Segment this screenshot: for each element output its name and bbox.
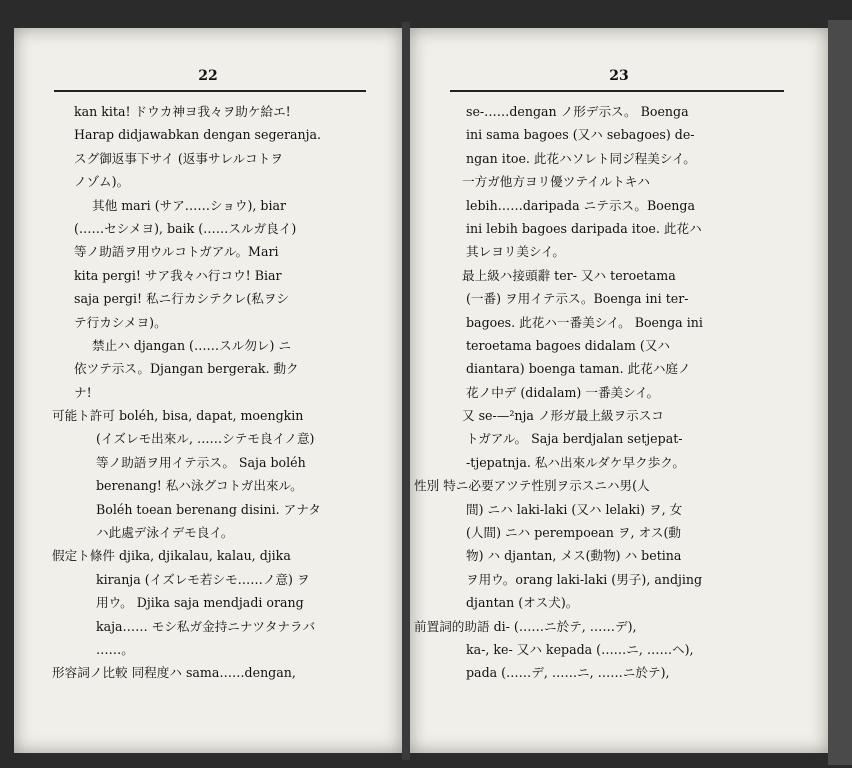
- text-line: -tjepatnja. 私ハ出來ルダケ早ク歩ク。: [466, 454, 685, 470]
- text-line: djantan (オス犬)。: [466, 595, 579, 611]
- left-page-number: 22: [198, 68, 218, 84]
- text-line: 其他 mari (サア……ショウ), biar: [92, 197, 287, 213]
- right-page-number: 23: [609, 68, 629, 84]
- text-line: 禁止ハ djangan (……スル勿レ) ニ: [92, 337, 292, 353]
- text-line: Boléh toean berenang disini. アナタ: [96, 501, 321, 517]
- right-page-text: [414, 100, 804, 685]
- text-line: se-……dengan ノ形デ示ス。 Boenga: [466, 104, 689, 119]
- text-line: ヲ用ウ。orang laki-laki (男子), andjing: [466, 571, 703, 587]
- text-line: ka-, ke- 又ハ kepada (……ニ, ……ヘ),: [466, 641, 694, 657]
- text-line: 性別 特ニ必要アツテ性別ヲ示スニハ男(人: [414, 478, 650, 494]
- text-line: kiranja (イズレモ若シモ……ノ意) ヲ: [96, 571, 310, 587]
- right-page: [410, 28, 828, 753]
- text-line: saja pergi! 私ニ行カシテクレ(私ヲシ: [74, 291, 290, 307]
- text-line: (一番) ヲ用イテ示ス。Boenga ini ter-: [466, 291, 689, 307]
- text-line: kaja…… モシ私ガ金持ニナツタナラバ: [96, 618, 316, 634]
- text-line: (……セシメヨ), baik (……スルガ良イ): [74, 220, 297, 236]
- text-line: 一方ガ他方ヨリ優ツテイルトキハ: [462, 174, 651, 190]
- text-line: スグ御返事下サイ (返事サレルコトヲ: [74, 150, 283, 166]
- text-line: 間) ニハ laki-laki (又ハ lelaki) ヲ, 女: [466, 501, 683, 517]
- text-line: ハ此處デ泳イデモ良イ。: [96, 525, 234, 541]
- text-line: ……。: [96, 641, 134, 657]
- text-line: 又 se-—²nja ノ形ガ最上級ヲ示スコ: [462, 408, 664, 424]
- text-line: 可能ト許可 boléh, bisa, dapat, moengkin: [52, 408, 304, 424]
- text-line: ナ!: [74, 384, 92, 400]
- text-line: 最上級ハ接頭辭 ter- 又ハ teroetama: [462, 267, 676, 283]
- text-line: ini sama bagoes (又ハ sebagoes) de-: [466, 127, 695, 143]
- text-line: Harap didjawabkan dengan segeranja.: [74, 127, 322, 143]
- text-line: テ行カシメヨ)。: [74, 314, 167, 330]
- left-page: [14, 28, 402, 753]
- text-line: bagoes. 此花ハ一番美シイ。 Boenga ini: [466, 314, 703, 330]
- right-header-rule: [450, 90, 784, 92]
- left-page-text: [52, 100, 374, 685]
- text-line: teroetama bagoes didalam (又ハ: [466, 337, 670, 353]
- left-header-rule: [54, 90, 366, 92]
- text-line: 其レヨリ美シイ。: [466, 244, 565, 260]
- text-line: kita pergi! サア我々ハ行コウ! Biar: [74, 267, 282, 283]
- text-line: 用ウ。 Djika saja mendjadi orang: [96, 595, 304, 611]
- text-line: berenang! 私ハ泳グコトガ出來ル。: [96, 478, 303, 494]
- text-line: 物) ハ djantan, メス(動物) ハ betina: [466, 548, 682, 564]
- text-line: (人間) ニハ perempoean ヲ, オス(動: [466, 525, 682, 541]
- text-line: 等ノ助語ヲ用イテ示ス。 Saja boléh: [96, 454, 306, 470]
- text-line: 假定ト條件 djika, djikalau, kalau, djika: [52, 548, 291, 564]
- book-gutter: [402, 22, 410, 760]
- text-line: 前置詞的助語 di- (……ニ於テ, ……デ),: [414, 618, 637, 634]
- text-line: ノゾム)。: [74, 174, 130, 190]
- text-line: lebih……daripada ニテ示ス。Boenga: [466, 197, 695, 213]
- text-line: ini lebih bagoes daripada itoe. 此花ハ: [466, 220, 702, 236]
- text-line: トガアル。 Saja berdjalan setjepat-: [466, 431, 683, 447]
- text-line: ngan itoe. 此花ハソレト同ジ程美シイ。: [466, 150, 696, 166]
- text-line: 等ノ助語ヲ用ウルコトガアル。Mari: [74, 244, 279, 260]
- text-line: diantara) boenga taman. 此花ハ庭ノ: [466, 361, 691, 377]
- text-line: (イズレモ出來ル, ……シテモ良イノ意): [96, 431, 315, 447]
- text-line: 花ノ中デ (didalam) 一番美シイ。: [466, 384, 660, 400]
- text-line: kan kita! ドウカ神ヨ我々ヲ助ケ給エ!: [74, 104, 291, 119]
- text-line: 形容詞ノ比較 同程度ハ sama……dengan,: [52, 665, 296, 681]
- book-edge: [828, 20, 852, 765]
- text-line: pada (……デ, ……ニ, ……ニ於テ),: [466, 665, 670, 681]
- text-line: 依ツテ示ス。Djangan bergerak. 動ク: [74, 361, 299, 377]
